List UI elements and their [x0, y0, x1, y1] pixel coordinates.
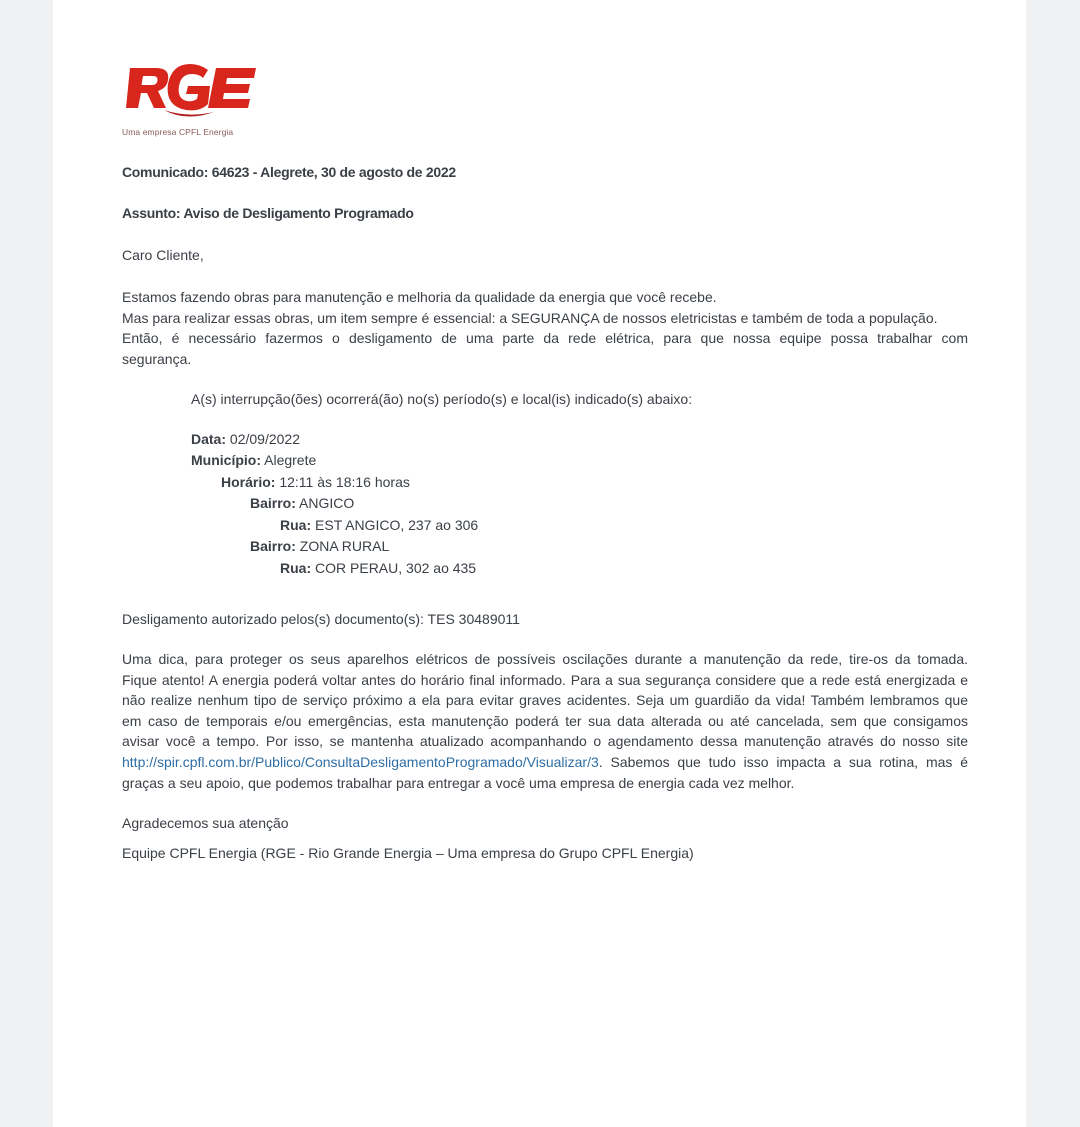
greeting: Caro Cliente,	[122, 247, 204, 263]
rua-label: Rua:	[280, 560, 312, 576]
bairro-row	[250, 536, 389, 557]
intro-line: Estamos fazendo obras para manutenção e melhoria da qualidade da energia que você recebe.	[122, 289, 717, 305]
municipio-label: Município:	[191, 452, 261, 468]
data-value: 02/09/2022	[229, 431, 300, 447]
bairro-value: ANGICO	[299, 495, 355, 511]
intro-line: Então, é necessário fazermos o desligamento de uma parte da rede elétrica, para que nossa equipe possa trabalhar com	[122, 330, 968, 347]
rua-row	[280, 558, 476, 579]
tip-line: avisar você a tempo. Por isso, se mantenha atualizado acompanhando o agendamento dessa manutenção através do nosso site	[122, 733, 968, 750]
bairro-label: Bairro:	[250, 495, 296, 511]
rua-row	[280, 515, 478, 536]
tip-paragraph	[122, 649, 968, 793]
municipio-row	[191, 450, 316, 471]
data-label: Data:	[191, 431, 227, 447]
intro-line: Mas para realizar essas obras, um item sempre é essencial: a SEGURANÇA de nossos eletricistas e também de toda a população.	[122, 309, 938, 326]
tip-line-with-link	[122, 752, 968, 773]
bairro-label: Bairro:	[250, 538, 296, 554]
schedule-intro: A(s) interrupção(ões) ocorrerá(ão) no(s) período(s) e local(is) indicado(s) abaixo:	[191, 391, 693, 407]
rua-value: COR PERAU, 302 ao 435	[315, 560, 477, 576]
rua-label: Rua:	[280, 517, 312, 533]
intro-paragraph	[122, 287, 968, 369]
tip-line: Uma dica, para proteger os seus aparelhos elétricos de possíveis oscilações durante a manutenção da rede, tire-os da tomada.	[122, 651, 968, 667]
tip-line: graças a seu apoio, que podemos trabalhar para entregar a você uma empresa de energia cada vez melhor.	[122, 774, 795, 791]
bairro-row	[250, 493, 354, 514]
comunicado-heading: Comunicado: 64623 - Alegrete, 30 de agosto de 2022	[122, 164, 456, 180]
closing-text: Agradecemos sua atenção	[122, 815, 289, 831]
assunto-heading: Assunto: Aviso de Desligamento Programado	[122, 205, 414, 221]
horario-row	[221, 472, 410, 493]
tip-line: Fique atento! A energia poderá voltar antes do horário final informado. Para a sua segurança considere que a rede está energizada e	[122, 671, 968, 688]
bairro-value: ZONA RURAL	[299, 538, 390, 554]
tip-line: em caso de temporais e/ou emergências, esta manutenção poderá ter sua data alterada ou até cancelada, sem que consigamos	[122, 712, 968, 729]
tip-line-rest: . Sabemos que tudo isso impacta a sua rotina, mas é	[598, 753, 968, 770]
intro-line: segurança.	[122, 350, 192, 367]
tip-line: não realize nenhum tipo de serviço próximo a ela para evitar graves acidentes. Seja um guardião da vida! Também lembramos que	[122, 692, 968, 709]
logo-tagline: Uma empresa CPFL Energia	[122, 127, 234, 137]
signature-text: Equipe CPFL Energia (RGE - Rio Grande Energia – Uma empresa do Grupo CPFL Energia)	[122, 845, 694, 861]
data-row	[191, 429, 300, 450]
consulta-desligamento-link[interactable]: http://spir.cpfl.com.br/Publico/ConsultaDesligamentoProgramado/Visualizar/3	[122, 753, 599, 770]
horario-value: 12:11 às 18:16 horas	[279, 474, 410, 490]
email-page	[53, 0, 1026, 1127]
horario-label: Horário:	[221, 474, 276, 490]
rua-value: EST ANGICO, 237 ao 306	[315, 517, 479, 533]
municipio-value: Alegrete	[264, 452, 317, 468]
rge-wordmark-icon	[122, 60, 262, 122]
rge-logo	[122, 60, 262, 142]
authorization-text: Desligamento autorizado pelos(s) documento(s): TES 30489011	[122, 611, 520, 627]
